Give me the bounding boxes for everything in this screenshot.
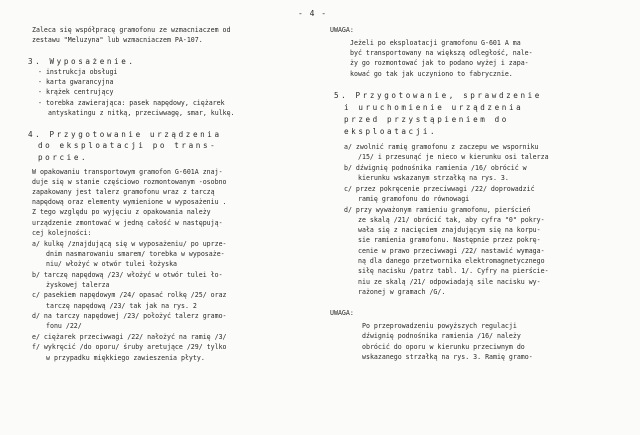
text-line: żyskowej talerza [46,281,110,289]
text-line: niu ze skalą /21/ odpowiadają sile nacisku wy- [358,278,541,286]
text-line: d/ na tarczy napędowej /23/ położyć talerz gramo- [32,312,227,320]
text-line: b/ tarczę napędową /23/ włożyć w otwór tulei ło- [32,271,223,279]
text-line: a/ zwolnić ramię gramofonu z zaczepu we wsporniku [344,143,539,151]
text-line: tarczę napędową /23/ tak jak na rys. 2 [46,302,197,310]
text-line: /15/ i przesunąć je nieco w kierunku osi talerza [358,153,549,161]
text-line: ną dla danego przetwornika elektromagnetycznego [358,257,545,265]
text-line: Zaleca się współpracę gramofonu ze wzmacniaczem od [32,26,231,34]
text-line: w przypadku miękkiego zawieszenia płyty. [46,354,205,362]
text-line: zestawu "Meluzyna" lub wzmacniaczem PA-107. [32,36,203,44]
text-line: niu/ włożyć w otwór tulei łożyska [46,260,178,268]
text-line: napędową oraz elementy wymienione w wyposażeniu . [32,198,227,206]
text-line: c/ pasekiem napędowym /24/ opasać rolkę /25/ oraz [32,291,227,299]
text-line: fonu /22/ [46,322,82,330]
text-line: ramię gramofonu do równowagi [358,195,470,203]
text-line: kierunku wskazanym strzałką na rys. 3. [358,174,509,182]
text-line: siłę nacisku /patrz tabl. 1/. Cyfry na pierście- [358,267,549,275]
text-line: i uruchomienie urządzenia [344,103,524,112]
text-line: być transportowany na większą odległość, nale- [350,49,533,57]
text-line: d/ przy wyważonym ramieniu gramofonu, pierścień [344,206,531,214]
text-line: do eksploatacji po trans- [38,141,218,150]
text-line: c/ przez pokręcenie przeciwwagi /22/ doprowadzić [344,185,535,193]
text-line: UWAGA: [330,26,354,34]
text-line: cej kolejności: [32,229,92,237]
text-line: wskazanego strzałką na rys. 3. Ramię gramo- [362,353,533,361]
text-line: dźwignię podnośnika ramienia /16/ należy [362,332,521,340]
text-line: obrócić do oporu w kierunku przeciwnym do [362,343,525,351]
text-line: cenie w prawo przeciwwagi /22/ nastawić wymaga- [358,247,545,255]
text-line: e/ ciężarek przeciwwagi /22/ nałożyć na ramię /3/ [32,333,227,341]
text-line: 4. Przygotowanie urządzenia [28,130,222,139]
text-line: dnim nasmarowaniu smarem/ torebka w wyposaże- [46,250,225,258]
text-line: kować go tak jak uczyniono to fabrycznie. [350,70,513,78]
text-line: Po przeprowadzeniu powyższych regulacji [362,322,517,330]
text-line: - krążek centrujący [38,88,114,96]
text-line: sie ramienia gramofonu. Następnie przez pokrę- [358,236,541,244]
text-line: 3. Wyposażenie. [28,57,136,66]
text-line: f/ wykręcić /do oporu/ śruby aretujące /29/ tylko [32,343,227,351]
text-line: ze skalą /21/ obrócić tak, aby cyfra "0" pokry- [358,216,545,224]
text-line: porcie. [38,153,89,162]
text-line: W opakowaniu transportowym gramofon G-601A znaj- [32,168,223,176]
text-line: - instrukcja obsługi [38,68,118,76]
text-line: rażonej w gramach /G/. [358,288,446,296]
text-line: b/ dźwignię podnośnika ramienia /16/ obrócić w [344,164,527,172]
text-line: urządzenie zmontować w jedną całość w następują- [32,219,223,227]
text-line: przed przystąpieniem do [344,115,509,124]
text-line: ży go rozmontować jak to podano wyżej i zapa- [350,59,529,67]
page-number: - 4 - [298,9,328,18]
text-line: a/ kulkę /znajdującą się w wyposażeniu/ po uprze- [32,240,227,248]
text-line: duje się w stanie częściowo rozmontowanym -osobno [32,178,227,186]
text-line: Jeżeli po eksploatacji gramofonu G-601 A ma [350,39,521,47]
text-line: Z tego względu po wyjęciu z opakowania należy [32,208,211,216]
text-line: zapakowany jest talerz gramofonu wraz z tarczą [32,188,215,196]
text-line: - torebka zawierająca: pasek napędowy, ciężarek [38,99,225,107]
text-line: 5. Przygotowanie, sprawdzenie [334,91,542,100]
text-line: UWAGA: [330,309,354,317]
text-line: wała się z nacięciem znajdującym się na korpu- [358,226,541,234]
text-line: eksploatacji. [344,127,438,136]
text-line: - karta gwarancyjna [38,78,114,86]
text-line: antyskatingu z nitką, przeciwwagę, smar, kulkę. [48,109,235,117]
